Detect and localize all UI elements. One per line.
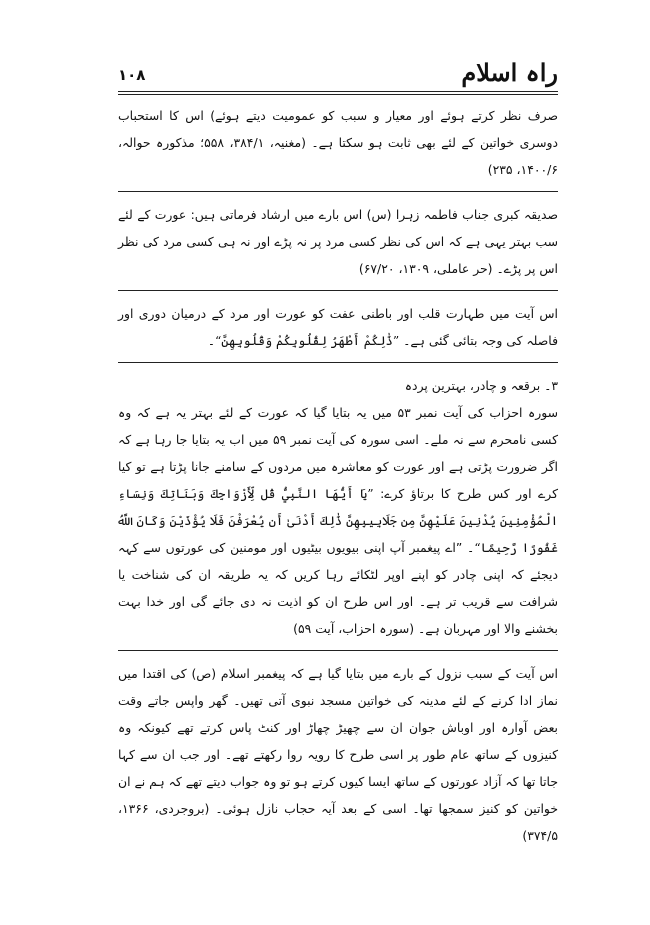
paragraph-1: صرف نظر کرتے ہوئے اور معیار و سبب کو عمومیت دیتے ہوئے) اس کا استحباب دوسری خواتین کے لئے بھی ثابت ہو سکتا ہے۔ (مغنیہ، ۳۸۴/۱، ۵۵۸؛ مذکورہ حوالہ، ۱۴۰۰/۶، ۲۳۵) [118, 108, 558, 177]
section-heading: ۳۔ برقعہ و چادر، بہترین پردہ [404, 378, 558, 393]
paragraph-4 [118, 399, 558, 642]
paragraph-4-translation: ”اے پیغمبر آپ اپنی بیویوں بیٹیوں اور مومنین کی عورتوں سے کہہ دیجئے کہ اپنی چادر کو اپنے اوپر لٹکائے رہا کریں کہ یہ طریقہ ان کی شناخت یا شرافت سے قریب تر ہے۔ اور اس طرح ان کو اذیت نہ دی جائے گی اور خدا بہت بخشنے والا اور مہربان ہے۔ (سورہ احزاب، آیت ۵۹) [118, 540, 558, 636]
quran-verse: ”يَا أَيُّهَا النَّبِيُّ قُل لِّأَزْوَاجِكَ وَبَنَاتِكَ وَنِسَاءِ الْمُؤْمِنِينَ يُدْنِينَ عَلَيْهِنَّ مِن جَلَابِيبِهِنَّ ذَٰلِكَ أَدْنَىٰ أَن يُعْرَفْنَ فَلَا يُؤْذَيْنَ وَكَانَ اللَّهُ غَفُورًا رَّحِيمًا“۔ [118, 486, 558, 555]
paragraph-5: اس آیت کے سبب نزول کے بارے میں بتایا گیا ہے کہ پیغمبر اسلام (ص) کی اقتدا میں نماز ادا کرنے کے لئے مدینہ کی خواتین مسجد نبوی آتی تھیں۔ گھر واپس جاتے وقت بعض آوارہ اور اوباش جوان ان سے چھیڑ چھاڑ اور کنٹ پاس کرتے تھے کیونکہ وہ کنیزوں کے ساتھ عام طور پر اسی طرح کا رویہ روا رکھتے تھے۔ اور جب ان سے کہا جاتا تھا کہ آزاد عورتوں کے ساتھ ایسا کیوں کرتے ہو تو وہ جواب دیتے تھے کہ ہم نے ان خواتین کو کنیز سمجھا تھا۔ اسی کے بعد آیہ حجاب نازل ہوئی۔ (بروجردی، ۱۳۶۶، ۳۷۴/۵) [118, 666, 558, 843]
paragraph-3-text: اس آیت میں طہارت قلب اور باطنی عفت کو عورت اور مرد کے درمیان دوری اور فاصلہ کی وجہ بتائی گئی ہے۔ [118, 306, 558, 348]
section-divider [118, 650, 558, 651]
section-divider [118, 290, 558, 291]
book-title: راہ اسلام [461, 58, 558, 87]
header-rule-top [118, 91, 558, 92]
page-header [118, 58, 558, 90]
paragraph-3 [118, 300, 558, 354]
page-number: ۱۰۸ [118, 66, 146, 84]
page-body [118, 102, 558, 849]
section-divider [118, 362, 558, 363]
paragraph-2: صدیقہ کبری جناب فاطمہ زہرا (س) اس بارے میں ارشاد فرماتی ہیں: عورت کے لئے سب بہتر یہی ہے کہ اس کی نظر کسی مرد پر نہ پڑے اور نہ ہی کسی مرد کی نظر اس پر پڑے۔ (حر عاملی، ۱۳۰۹، ۶۷/۲۰) [118, 207, 558, 276]
header-rule-bottom [118, 94, 558, 95]
quran-verse: ”ذَٰلِكُمْ أَطْهَرُ لِقُلُوبِكُمْ وَقُلُوبِهِنَّ“۔ [207, 333, 400, 348]
section-divider [118, 191, 558, 192]
paragraph-4-text: سورہ احزاب کی آیت نمبر ۵۳ میں یہ بتایا گیا کہ عورت کے لئے بہتر یہ ہے کہ وہ کسی نامحرم سے نہ ملے۔ اسی سورہ کی آیت نمبر ۵۹ میں اب یہ بتایا جا رہا ہے کہ اگر ضرورت پڑتی ہے اور عورت کو معاشرہ میں مردوں کے سامنے جانا پڑتا ہے تو کیا کرے اور کس طرح کا برتاؤ کرے: [118, 405, 559, 501]
